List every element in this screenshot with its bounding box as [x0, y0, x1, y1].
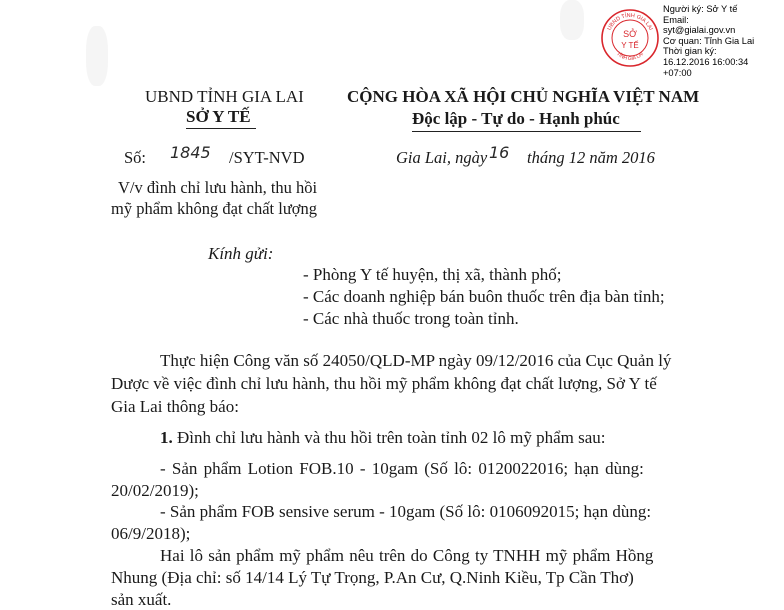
sign-timezone: +07:00 [663, 67, 692, 78]
seal-ring-top: UBND TỈNH GIA LAI [606, 12, 654, 32]
scan-stain [86, 26, 108, 86]
product-1-line-1: - Sản phẩm Lotion FOB.10 - 10gam (Số lô: 0120022016; hạn dùng: [160, 459, 644, 478]
email: syt@gialai.gov.vn [663, 25, 736, 36]
republic-title: CỘNG HÒA XÃ HỘI CHỦ NGHĨA VIỆT NAM [347, 87, 700, 106]
department-underline [186, 128, 256, 129]
intro-line-1: Thực hiện Công văn số 24050/QLD-MP ngày 09/12/2016 của Cục Quản lý [160, 351, 672, 370]
date-day-handwritten: 16 [489, 143, 510, 162]
svg-text:TỈNH GIA LAI [615, 51, 645, 62]
section-1-heading [160, 428, 606, 448]
motto-underline [412, 131, 641, 132]
signer: Người ký: Sở Y tế [663, 4, 738, 14]
agency: Cơ quan: Tỉnh Gia Lai [663, 35, 755, 46]
digital-signature-info [663, 4, 781, 78]
product-2-line-1: - Sản phẩm FOB sensive serum - 10gam (Số lô: 0106092015; hạn dùng: [160, 502, 652, 521]
doc-number-handwritten: 1845 [170, 143, 211, 162]
email-label: Email: [663, 14, 689, 25]
seal-center-text-2: Y TẾ [621, 41, 639, 50]
date-suffix: tháng 12 năm 2016 [527, 148, 655, 167]
time-label: Thời gian ký: [663, 46, 717, 57]
intro-line-3: Gia Lai thông báo: [111, 397, 239, 416]
date-prefix: Gia Lai, ngày [396, 148, 488, 167]
recipient-item: - Các doanh nghiệp bán buôn thuốc trên địa bàn tỉnh; [303, 287, 665, 306]
product-2-line-2: 06/9/2018); [111, 524, 191, 543]
authority-name: UBND TỈNH GIA LAI [145, 87, 304, 106]
seal-ring-bottom: TỈNH GIA LAI [615, 51, 645, 63]
recipient-item: - Các nhà thuốc trong toàn tỉnh. [303, 309, 519, 328]
scan-stain [560, 0, 584, 40]
recipient-item: - Phòng Y tế huyện, thị xã, thành phố; [303, 265, 562, 284]
section-1-text: Đình chỉ lưu hành và thu hồi trên toàn tỉnh 02 lô mỹ phẩm sau: [177, 428, 606, 447]
doc-number-label: Số: [124, 148, 147, 167]
manufacturer-line-2: Nhung (Địa chỉ: số 14/14 Lý Tự Trọng, P.An Cư, Q.Ninh Kiều, Tp Cần Thơ) [111, 568, 634, 587]
product-1-line-2: 20/02/2019); [111, 481, 199, 500]
department-name: SỞ Y TẾ [186, 107, 251, 126]
manufacturer-line-3: sản xuất. [111, 590, 172, 609]
manufacturer-line-1: Hai lô sản phẩm mỹ phẩm nêu trên do Công ty TNHH mỹ phẩm Hồng [160, 546, 654, 565]
subject-line-2: mỹ phẩm không đạt chất lượng [111, 199, 318, 218]
national-motto: Độc lập - Tự do - Hạnh phúc [412, 109, 620, 128]
sign-time: 16.12.2016 16:00:34 [663, 56, 749, 67]
recipients-label: Kính gửi: [208, 244, 274, 263]
intro-line-2: Dược về việc đình chỉ lưu hành, thu hồi mỹ phẩm không đạt chất lượng, Sở Y tế [111, 374, 657, 393]
doc-number-suffix: /SYT-NVD [229, 148, 305, 167]
official-seal-icon [600, 8, 660, 68]
section-1-number: 1. [160, 428, 173, 447]
subject-line-1: V/v đình chỉ lưu hành, thu hồi [118, 178, 318, 197]
seal-center-text: SỞ [623, 29, 637, 39]
